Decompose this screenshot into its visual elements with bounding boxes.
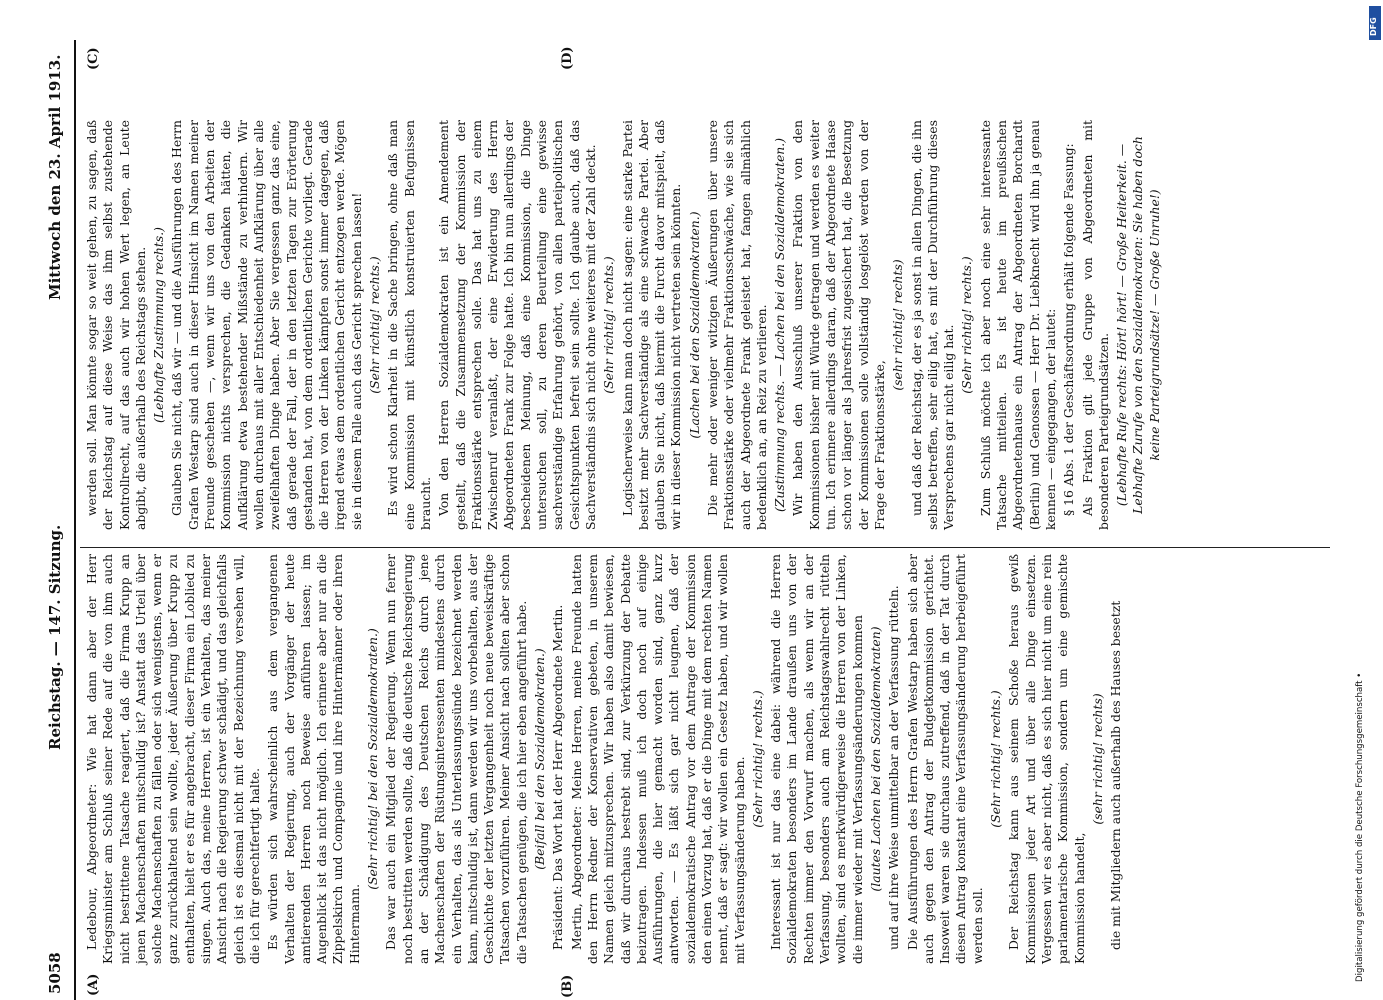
paragraph: werden soll. Man könnte sogar so weit gehen, zu sagen, daß der Reichstag auf diese Weise das ihm selbst zustehende Kontrollrecht, auf das auch wir hohen Wert legen, an Leute abgibt, die außerhalb des Reichstags stehen. (84, 120, 148, 530)
interjection: (Sehr richtig! rechts.) (988, 690, 1004, 828)
interjection: (Lebhafte Zustimmung rechts.) (151, 226, 167, 424)
interjection: (Sehr richtig! rechts.) (959, 256, 975, 394)
quoted-rule: Als Fraktion gilt jede Gruppe von Abgeordneten mit besonderen Parteigrundsätzen. (1079, 120, 1111, 530)
paragraph: Von den Herren Sozialdemokraten ist ein Amendement gestellt, daß die Zusammensetzung der Kommission der Fraktionsstärke entsprechen solle. Das hat uns zu einem Zwischenruf veranlaßt, der eine Erwiderung des Herrn Abgeordneten Frank zur Folge hatte. Ich bin nun allerdings der bescheidenen Meinung, daß eine Kommission, die Dinge untersuchen soll, zu deren Beurteilung eine gewisse sachverständige Erfahrung gehört, von allen parteipolitischen Gesichtspunkten befreit sein sollte. Ich glaube auch, daß das Sachverständnis sich nicht ohne weiteres mit der Zahl deckt. (436, 120, 598, 530)
interjection: (Lachen bei den Sozialdemokraten.) (686, 211, 702, 439)
interjection: (Sehr richtig! rechts.) (601, 256, 617, 394)
header-rule (74, 40, 76, 1000)
paragraph: und daß der Reichstag, der es ja sonst in allen Dingen, die ihn selbst betreffen, sehr eilig hat, es mit der Durchführung dieses Versprechens gar nicht eilig hat. (908, 120, 957, 530)
paragraph: Es wird schon Klarheit in die Sache bringen, ohne daß man eine Kommission mit künstlich konstruierten Befugnissen braucht. (385, 120, 433, 530)
paragraph: Glauben Sie nicht, daß wir — und die Ausführungen des Herrn Grafen Westarp sind auch in dieser Hinsicht im Namen meiner Freunde geschehen —, wenn wir uns von den Arbeiten der Kommission nichts versprechen, die Gedanken hätten, die Aufklärung etwa bestehender Mißstände zu verhindern. Wir wollen durchaus mit aller Entschiedenheit Aufklärung über alle zweifelhaften Dinge haben. Aber Sie vergessen ganz das eine, daß gerade der Fall, der in den letzten Tagen zur Erörterung gestanden hat, von dem ordentlichen Gerichte vorliegt. Gerade die Herren von der Linken kämpfen sonst immer dagegen, daß irgend etwas dem ordentlichen Gericht entzogen werde. Mögen sie in diesem Falle auch das Gericht sprechen lassen! (169, 120, 364, 530)
left-column (84, 554, 1126, 964)
interjection: (Zustimmung rechts. — Lachen bei den Sozialdemokraten.) (772, 137, 788, 513)
dfg-logo (1369, 6, 1381, 40)
paragraph: die mit Mitgliedern auch außerhalb des Hauses besetzt (1108, 600, 1124, 950)
paragraph: Der Reichstag kann aus seinem Schoße heraus gewiß Kommissionen jeder Art und über alle Dinge einsetzen. Vergessen wir es aber nicht, daß es sich hier nicht um eine rein parlamentarische Kommission, sondern um eine gemischte Kommission handelt, (1006, 554, 1087, 964)
paragraph: Mertin, Abgeordneter: Meine Herren, meine Freunde hatten den Herrn Redner der Konservativen gebeten, in unserem Namen gleich mitzusprechen. Wir haben also damit bewiesen, daß wir durchaus bestrebt sind, zur Verkürzung der Debatte beizutragen. Indessen muß ich doch noch auf einige Ausführungen, die hier gemacht worden sind, ganz kurz antworten. — Es läßt sich gar nicht leugnen, daß der sozialdemokratische Antrag vor dem Antrage der Kommission den einen Vorzug hat, daß er die Dinge mit dem rechten Namen nennt, daß er sagt: wir wollen ein Gesetz haben, und wir wollen mit Verfassungsänderung haben. (568, 554, 747, 964)
digitization-note-text: Digitalisierung gefördert durch die Deutsche Forschungsgemeinschaft • (1355, 672, 1365, 982)
dfg-logo-text: DFG (1369, 17, 1378, 36)
margin-label-b: (B) (560, 974, 575, 998)
paragraph: und auf ihre Weise unmittelbar an der Verfassung rütteln. (886, 585, 902, 950)
paragraph: Präsident: Das Wort hat der Herr Abgeordnete Mertin. (550, 604, 566, 950)
margin-label-d: (D) (560, 46, 575, 70)
paragraph: Das war auch ein Mitglied der Regierung. Wenn nun ferner noch bestritten werden sollte, daß die deutsche Reichsregierung an der Schädigung des Deutschen Reichs durch jene Machenschaften der Rüstungsinteressenten mindestens durch ein Verhalten, das als Unterlassungssünde bezeichnet werden kann, mitschuldig ist, dann werden wir uns vorbehalten, aus der Geschichte der letzten Vergangenheit noch neue beweiskräftige Tatsachen vorzuführen. Meiner Ansicht nach sollten aber schon die Tatsachen genügen, die ich hier eben angeführt habe. (383, 554, 529, 964)
right-column (84, 120, 1165, 530)
interjection: (Sehr richtig! bei den Sozialdemokraten.) (365, 628, 381, 890)
session-date: Mittwoch den 23. April 1913. (46, 54, 64, 300)
interjection: (sehr richtig! rechts) (1089, 693, 1105, 825)
page-number: 5058 (46, 952, 64, 994)
rotated-page-content (40, 40, 1340, 1000)
margin-label-c: (C) (86, 47, 101, 70)
page-header (40, 40, 76, 1000)
margin-label-a: (A) (86, 973, 101, 996)
interjection: (Sehr richtig! rechts.) (367, 256, 383, 394)
paragraph: Ledebour, Abgeordneter: Wie hat dann aber der Herr Kriegsminister am Schluß seiner Rede auf die von ihm auch nicht bestrittene Tatsache reagiert, daß die Firma Krupp an jenen Machenschaften mitschuldig ist? Anstatt das Urteil über solche Machenschaften zu fällen oder sich wenigstens, wenn er ganz zurückhaltend sein wollte, jeder Äußerung über Krupp zu enthalten, hielt er es für angebracht, dieser Firma ein Loblied zu singen. Auch das, meine Herren, ist ein Verhalten, das meiner Ansicht nach die Regierung schwer schädigt, und das gleichfalls gleich ist es diesmal nicht mit der Bezeichnung versehen will, die ich für gerechtfertigt halte. (84, 554, 262, 964)
paragraph: Zum Schluß möchte ich aber noch eine sehr interessante Tatsache mitteilen. Es ist heute im preußischen Abgeordnetenhause ein Antrag der Abgeordneten Borchardt (Berlin) und Genossen — Herr Dr. Liebknecht wird ihn ja genau kennen — eingegangen, der lautet: (977, 120, 1058, 530)
paragraph: Logischerweise kann man doch nicht sagen: eine starke Partei besitzt mehr Sachverständige als eine schwache Partei. Aber glauben Sie nicht, daß hiermit die Furcht davor mitspielt, daß wir in dieser Kommission nicht vertreten sein könnten. (619, 120, 684, 530)
interjection: (Beifall bei den Sozialdemokraten.) (532, 648, 548, 870)
paragraph: § 16 Abs. 1 der Geschäftsordnung erhält folgende Fassung: (1061, 143, 1077, 516)
column-divider (80, 547, 1330, 548)
paragraph: Wir haben den Ausschluß unserer Fraktion von den Kommissionen bisher mit Würde getragen und werden es weiter tun. Ich erinnere allerdings daran, daß der Abgeordnete Haase schon vor länger als Jahresfrist zugesichert hat, die Besetzung der Kommissionen solle vollständig losgelöst werden von der Frage der Fraktionsstärke, (790, 120, 887, 530)
digitization-note (1349, 0, 1379, 1000)
interjection: (sehr richtig! rechts) (890, 259, 906, 391)
session-title: Reichstag. — 147. Sitzung. (46, 524, 64, 750)
paragraph: Die mehr oder weniger witzigen Äußerungen über unsere Fraktionsstärke oder vielmehr Fraktionsschwäche, wie sie sich auch der Abgeordnete Frank geleistet hat, fangen allmählich bedenklich an, an Reiz zu verlieren. (704, 120, 769, 530)
interjection: (Sehr richtig! rechts.) (749, 690, 765, 828)
interjection: (Lebhafte Rufe rechts: Hört! hört! — Große Heiterkeit. — Lebhafte Zurufe von den Sozialdemokraten: Sie haben doch keine Parteigrundsätze! — Große Unruhe!) (1114, 136, 1162, 514)
paragraph: Es würden sich wahrscheinlich aus dem vergangenen Verhalten der Regierung, auch der Vorgänger der heute amtierenden Herren noch Beweise anführen lassen; im Augenblick ist das nicht möglich. Ich erinnere aber nur an die Zippelskirch und Compagnie und ihre Hintermänner oder ihren Hintermann. (265, 554, 362, 964)
paragraph: Die Ausführungen des Herrn Grafen Westarp haben sich aber auch gegen den Antrag der Budgetkommission gerichtet. Insoweit waren sie durchaus zutreffend, daß in der Tat durch diesen Antrag konstant eine Verfassungsänderung herbeigeführt werden soll. (904, 554, 985, 964)
paragraph: Interessant ist nur das eine dabei: während die Herren Sozialdemokraten besonders im Lande draußen uns von der Rechten immer den Vorwurf machen, als wenn wir an der Verfassung, besonders auch am Reichstagswahlrecht rütteln wollten, sind es merkwürdigerweise die Herren von der Linken, die immer wieder mit Verfassungsänderungen kommen (768, 554, 865, 964)
interjection: (lautes Lachen bei den Sozialdemokraten) (867, 626, 883, 892)
